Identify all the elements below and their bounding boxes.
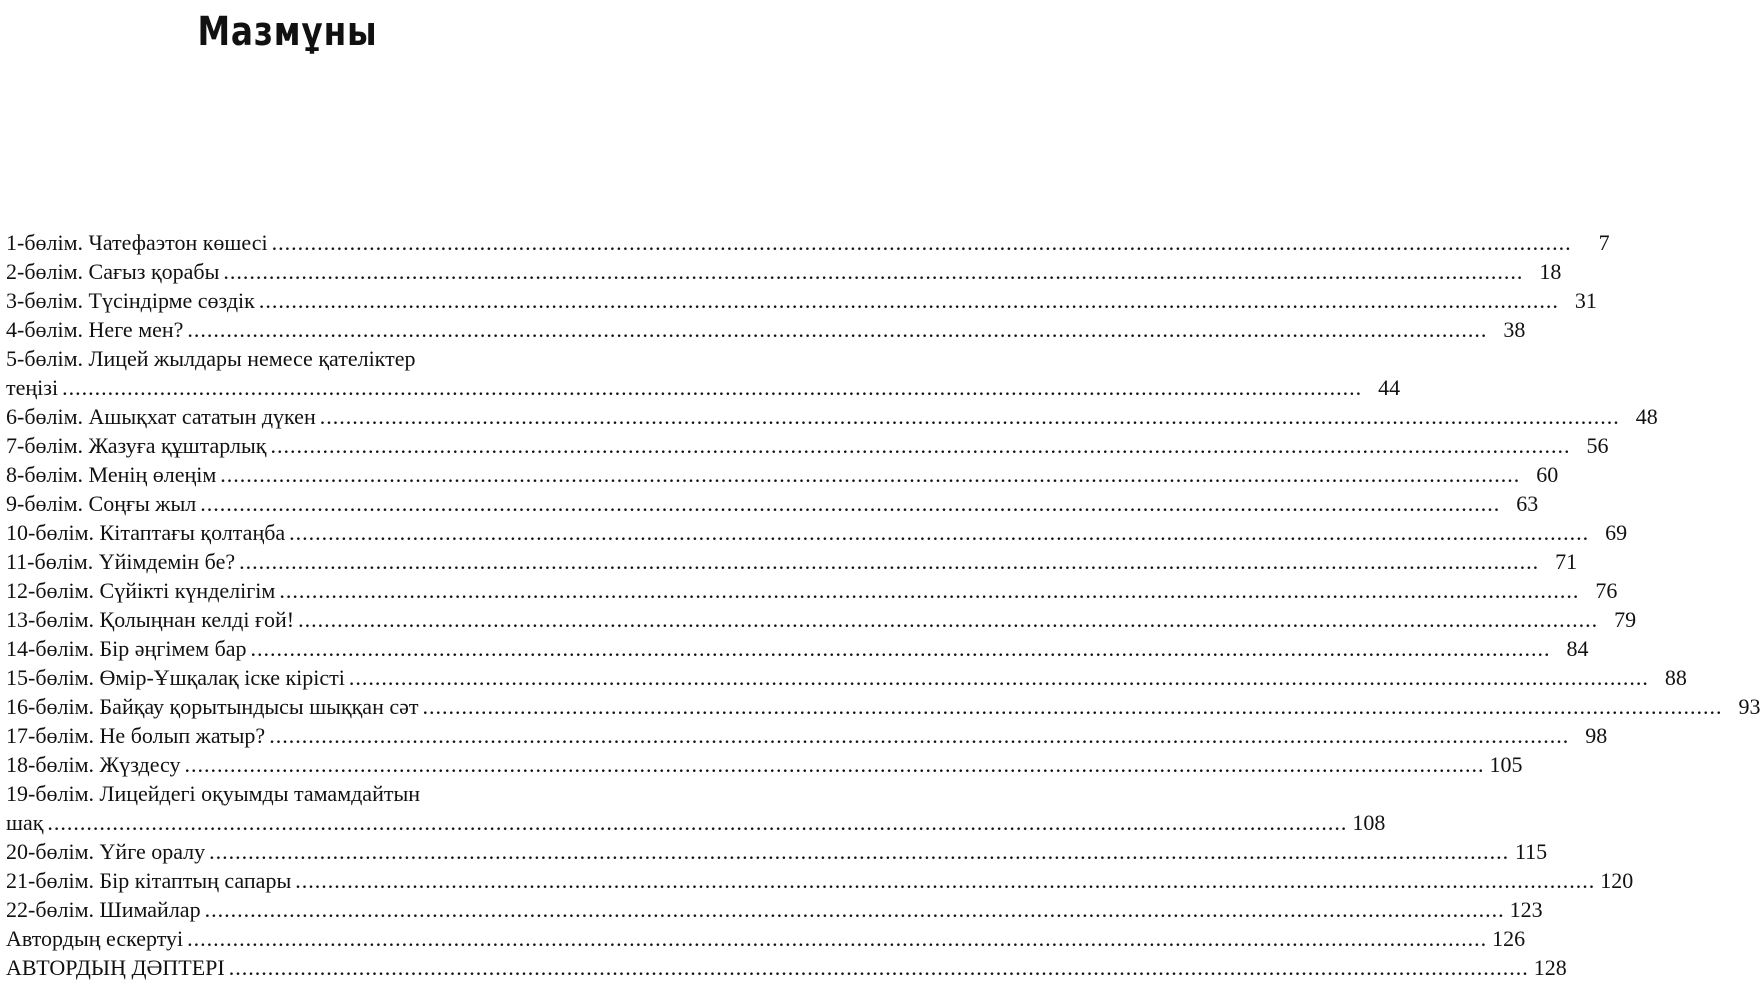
page-number: 38: [1503, 317, 1526, 342]
page-number: 7: [1598, 230, 1610, 255]
toc-entry[interactable]: [6, 402, 1658, 431]
page-number: 98: [1585, 723, 1608, 748]
chapter-title: Сүйікті күнделігім: [99, 578, 276, 603]
page-number: 120: [1600, 868, 1634, 893]
chapter-title: Менің өлеңім: [88, 462, 217, 487]
chapter-number: 15-бөлім.: [6, 665, 95, 690]
dot-leader: [295, 866, 1595, 895]
chapter-number: 22-бөлім.: [6, 897, 95, 922]
chapter-number: 16-бөлім.: [6, 694, 95, 719]
page-number: 48: [1635, 404, 1658, 429]
chapter-title-line1: Лицейдегі оқуымды тамамдайтын: [99, 781, 421, 806]
dot-leader: [423, 692, 1723, 721]
toc-entry[interactable]: [6, 547, 1578, 576]
chapter-title: Жүздесу: [99, 752, 181, 777]
chapter-number: 18-бөлім.: [6, 752, 95, 777]
dot-leader: [251, 634, 1551, 663]
chapter-title-line2: шақ: [6, 810, 44, 835]
page-number: 108: [1352, 810, 1386, 835]
dot-leader: [62, 373, 1362, 402]
dot-leader: [320, 402, 1620, 431]
dot-leader: [185, 750, 1485, 779]
dot-leader: [269, 721, 1569, 750]
chapter-number: 2-бөлім.: [6, 259, 84, 284]
chapter-number: 9-бөлім.: [6, 491, 84, 516]
section-title: АВТОРДЫҢ ДӘПТЕРІ: [6, 955, 225, 980]
page-number: 128: [1533, 955, 1567, 980]
table-of-contents: [6, 228, 1761, 982]
toc-entry[interactable]: [6, 315, 1526, 344]
dot-leader: [200, 489, 1500, 518]
dot-leader: [229, 953, 1529, 982]
toc-entry[interactable]: [6, 489, 1539, 518]
chapter-title: Не болып жатыр?: [99, 723, 266, 748]
toc-entry[interactable]: [6, 431, 1609, 460]
chapter-number: 5-бөлім.: [6, 346, 84, 371]
toc-entry[interactable]: [6, 576, 1618, 605]
page-number: 63: [1516, 491, 1539, 516]
toc-entry[interactable]: [6, 228, 1610, 257]
page-number: 76: [1595, 578, 1618, 603]
toc-entry[interactable]: [6, 837, 1548, 866]
chapter-number: 11-бөлім.: [6, 549, 94, 574]
chapter-title: Байқау қорытындысы шыққан сәт: [99, 694, 419, 719]
chapter-title: Чатефаэтон көшесі: [88, 230, 268, 255]
chapter-title: Бір кітаптың сапары: [99, 868, 292, 893]
chapter-number: 19-бөлім.: [6, 781, 95, 806]
toc-entry[interactable]: [6, 605, 1637, 634]
chapter-number: 13-бөлім.: [6, 607, 95, 632]
dot-leader: [272, 228, 1572, 257]
dot-leader: [187, 924, 1487, 953]
dot-leader: [270, 431, 1570, 460]
chapter-title: Шимайлар: [99, 897, 201, 922]
page-title: Мазмұны: [197, 9, 378, 55]
toc-entry[interactable]: [6, 286, 1597, 315]
toc-entry[interactable]: [6, 750, 1523, 779]
dot-leader: [205, 895, 1505, 924]
dot-leader: [349, 663, 1649, 692]
dot-leader: [298, 605, 1598, 634]
page-number: 60: [1536, 462, 1559, 487]
chapter-number: 21-бөлім.: [6, 868, 95, 893]
chapter-title: Үйімдемін бе?: [98, 549, 236, 574]
chapter-number: 6-бөлім.: [6, 404, 84, 429]
page-number: 69: [1605, 520, 1628, 545]
chapter-title: Неге мен?: [88, 317, 184, 342]
toc-entry[interactable]: [6, 924, 1526, 953]
chapter-number: 3-бөлім.: [6, 288, 84, 313]
dot-leader: [239, 547, 1539, 576]
chapter-title: Жазуға құштарлық: [88, 433, 267, 458]
page-number: 88: [1664, 665, 1687, 690]
chapter-number: 1-бөлім.: [6, 230, 84, 255]
toc-entry[interactable]: [6, 721, 1608, 750]
toc-entry[interactable]: [6, 344, 1401, 402]
chapter-title: Кітаптағы қолтаңба: [99, 520, 286, 545]
toc-entry[interactable]: [6, 634, 1589, 663]
chapter-title: Соңғы жыл: [88, 491, 197, 516]
page-number: 123: [1509, 897, 1543, 922]
page-number: 71: [1555, 549, 1578, 574]
dot-leader: [47, 808, 1347, 837]
dot-leader: [289, 518, 1589, 547]
section-title: Автордың ескертуі: [6, 926, 184, 951]
page-number: 126: [1492, 926, 1526, 951]
chapter-title-line1: Лицей жылдары немесе қателіктер: [88, 346, 416, 371]
page-number: 31: [1574, 288, 1597, 313]
dot-leader: [223, 257, 1523, 286]
dot-leader: [209, 837, 1509, 866]
toc-entry[interactable]: [6, 953, 1567, 982]
toc-entry[interactable]: [6, 895, 1543, 924]
chapter-number: 8-бөлім.: [6, 462, 84, 487]
dot-leader: [279, 576, 1579, 605]
chapter-title: Үйге оралу: [99, 839, 206, 864]
chapter-title: Қолыңнан келді ғой!: [99, 607, 295, 632]
toc-entry[interactable]: [6, 518, 1628, 547]
chapter-number: 7-бөлім.: [6, 433, 84, 458]
chapter-title: Ашықхат сататын дүкен: [88, 404, 316, 429]
dot-leader: [220, 460, 1520, 489]
chapter-title: Түсіндірме сөздік: [88, 288, 255, 313]
page-number: 44: [1378, 375, 1401, 400]
chapter-number: 12-бөлім.: [6, 578, 95, 603]
chapter-number: 17-бөлім.: [6, 723, 95, 748]
chapter-title: Сағыз қорабы: [88, 259, 220, 284]
chapter-number: 10-бөлім.: [6, 520, 95, 545]
toc-entry[interactable]: [6, 460, 1559, 489]
toc-entry[interactable]: [6, 692, 1761, 721]
page-number: 115: [1514, 839, 1548, 864]
chapter-number: 14-бөлім.: [6, 636, 95, 661]
page-number: 84: [1566, 636, 1589, 661]
page-number: 18: [1539, 259, 1562, 284]
page-number: 93: [1738, 694, 1761, 719]
toc-entry[interactable]: [6, 663, 1687, 692]
chapter-title-line2: теңізі: [6, 375, 59, 400]
toc-entry[interactable]: [6, 866, 1634, 895]
dot-leader: [259, 286, 1559, 315]
page-number: 105: [1489, 752, 1523, 777]
toc-entry[interactable]: [6, 779, 1386, 837]
toc-entry[interactable]: [6, 257, 1562, 286]
chapter-title: Бір әңгімем бар: [99, 636, 247, 661]
page-number: 79: [1614, 607, 1637, 632]
chapter-title: Өмір-Ұшқалақ іске кірісті: [99, 665, 345, 690]
page-number: 56: [1586, 433, 1609, 458]
chapter-number: 20-бөлім.: [6, 839, 95, 864]
chapter-number: 4-бөлім.: [6, 317, 84, 342]
dot-leader: [187, 315, 1487, 344]
